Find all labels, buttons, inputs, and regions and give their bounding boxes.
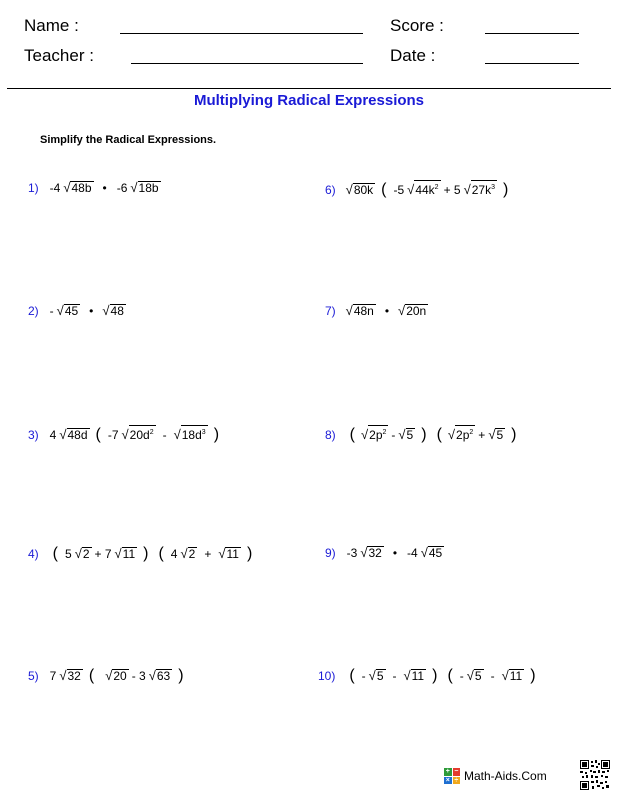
operator: + 7 [94, 547, 112, 561]
radicand: 5 [406, 428, 414, 442]
problem-5 [28, 667, 189, 685]
radicand [414, 180, 440, 197]
logo-tile-minus: − [454, 768, 459, 775]
left-paren: ( [447, 667, 453, 684]
coefficient: -4 [407, 546, 418, 560]
radicand: 20 [113, 669, 127, 683]
radical-sign-icon: √ [218, 546, 226, 561]
radical-sign-icon: √ [180, 546, 188, 561]
radicand: 11 [411, 669, 425, 683]
radical-sign-icon: √ [360, 545, 368, 560]
radical [488, 427, 505, 442]
problem-4 [28, 545, 257, 563]
operator: - [391, 428, 396, 442]
right-paren: ) [143, 545, 149, 562]
radical-sign-icon: √ [345, 303, 353, 318]
radicand-base: 18d [181, 428, 202, 442]
right-paren: ) [213, 426, 220, 443]
radicand: 32 [67, 669, 81, 683]
logo-tile-divide: ÷ [454, 776, 459, 784]
radicand: 5 [474, 669, 482, 683]
radical [407, 180, 440, 197]
radical [346, 303, 376, 318]
radical [467, 668, 484, 683]
radicand: 80k [353, 183, 374, 197]
radicand-base: 44k [415, 183, 435, 197]
radical [102, 303, 126, 318]
radical-sign-icon: √ [345, 182, 353, 197]
radical-sign-icon: √ [420, 545, 428, 560]
instructions: Simplify the Radical Expressions. [40, 134, 217, 146]
radicand-base: 2p [369, 428, 383, 442]
operator: + [478, 428, 486, 442]
radical [218, 546, 241, 561]
radical [361, 425, 388, 442]
logo-tile-plus: + [445, 768, 450, 775]
sign: - [361, 669, 366, 683]
date-label: Date : [390, 46, 436, 65]
radical [398, 303, 428, 318]
radical [59, 427, 89, 442]
radical-sign-icon: √ [407, 182, 415, 197]
coefficient: -4 [49, 181, 61, 195]
score-label: Score : [390, 16, 444, 35]
multiply-dot: • [392, 546, 398, 560]
coefficient: -7 [107, 428, 119, 442]
radical-sign-icon: √ [361, 427, 369, 442]
exponent: 2 [149, 429, 154, 436]
radicand: 2 [188, 547, 196, 561]
radicand: 48n [353, 304, 374, 318]
problem-number: 1) [28, 181, 39, 195]
operator: + [204, 547, 212, 561]
right-paren: ) [178, 667, 184, 684]
exponent: 3 [201, 429, 206, 436]
radical-sign-icon: √ [488, 427, 496, 442]
left-paren: ( [158, 545, 164, 562]
right-paren: ) [432, 667, 438, 684]
radical [105, 668, 129, 683]
operator: - [162, 428, 167, 442]
radicand: 18b [138, 181, 159, 195]
coefficient: 7 [49, 669, 57, 683]
radical [59, 668, 83, 683]
problem-9 [325, 545, 445, 560]
radical-sign-icon: √ [56, 303, 64, 318]
left-paren: ( [381, 181, 387, 198]
problem-8 [325, 425, 521, 444]
radical-sign-icon: √ [447, 427, 456, 442]
radicand: 5 [376, 669, 384, 683]
radicand: 48 [110, 304, 124, 318]
math-aids-logo-icon [444, 768, 460, 784]
radical [174, 425, 208, 442]
radical [63, 180, 93, 195]
exponent: 2 [434, 184, 439, 191]
problem-number: 5) [28, 669, 39, 683]
radicand: 63 [156, 669, 171, 683]
operator: - [490, 669, 495, 683]
score-line [485, 33, 579, 34]
coefficient: - [49, 304, 54, 318]
date-line [485, 63, 579, 64]
radical [369, 668, 386, 683]
problem-number: 8) [325, 428, 336, 442]
radical-sign-icon: √ [173, 427, 181, 442]
radicand-base: 2p [456, 428, 470, 442]
name-label: Name : [24, 16, 79, 35]
left-paren: ( [95, 426, 101, 443]
radicand [368, 425, 388, 442]
problem-number: 4) [28, 547, 39, 561]
right-paren: ) [503, 181, 509, 198]
radical-sign-icon: √ [59, 668, 67, 683]
radical [122, 425, 156, 442]
problem-7 [325, 303, 429, 318]
radical [180, 546, 197, 561]
left-paren: ( [88, 667, 95, 684]
coefficient: 4 [170, 547, 178, 561]
left-paren: ( [436, 426, 442, 443]
radical [448, 425, 475, 442]
radical [464, 180, 497, 197]
radical-sign-icon: √ [398, 303, 406, 318]
radicand: 11 [226, 547, 239, 561]
radical-sign-icon: √ [403, 668, 411, 683]
radical-sign-icon: √ [368, 668, 376, 683]
radicand: 20n [406, 304, 427, 318]
problem-number: 6) [325, 183, 336, 197]
radical-sign-icon: √ [105, 668, 113, 683]
right-paren: ) [530, 667, 536, 684]
radical [57, 303, 81, 318]
problem-number: 2) [28, 304, 39, 318]
exponent: 2 [469, 429, 474, 436]
radical-sign-icon: √ [63, 180, 71, 195]
right-paren: ) [511, 426, 517, 443]
coefficient: -3 [346, 546, 358, 560]
radicand [129, 425, 156, 442]
site-name: Math-Aids.Com [464, 769, 547, 783]
problem-number: 10) [318, 669, 336, 683]
coefficient: -6 [116, 181, 128, 195]
right-paren: ) [246, 545, 253, 562]
radical [149, 668, 173, 683]
radical [360, 545, 384, 560]
problem-1 [28, 180, 162, 195]
radical [404, 668, 427, 683]
problem-10 [318, 667, 541, 685]
coefficient: 4 [49, 428, 57, 442]
radical [421, 545, 445, 560]
radicand: 5 [496, 428, 504, 442]
exponent: 2 [382, 429, 387, 436]
coefficient: 5 [65, 547, 72, 561]
left-paren: ( [349, 426, 355, 443]
radicand: 11 [509, 669, 523, 683]
right-paren: ) [421, 426, 427, 443]
radical-sign-icon: √ [148, 668, 156, 683]
radical-sign-icon: √ [130, 180, 138, 195]
sign: - [459, 669, 464, 683]
multiply-dot: • [384, 304, 390, 318]
radicand [181, 425, 208, 442]
radical-sign-icon: √ [59, 427, 67, 442]
operator: - 3 [131, 669, 146, 683]
problem-number: 7) [325, 304, 336, 318]
multiply-dot: • [102, 181, 107, 195]
radicand: 48d [67, 428, 88, 442]
radical-sign-icon: √ [398, 427, 406, 442]
left-paren: ( [349, 667, 355, 684]
problem-3 [28, 425, 224, 444]
problem-number: 3) [28, 428, 39, 442]
radical-sign-icon: √ [121, 427, 129, 442]
name-line [120, 33, 363, 34]
radicand: 2 [82, 547, 90, 561]
logo-tile-times: × [445, 776, 450, 784]
header-divider [7, 88, 611, 89]
coefficient: -5 [393, 183, 405, 197]
radical-sign-icon: √ [114, 546, 122, 561]
radicand: 48b [71, 181, 92, 195]
radicand: 45 [64, 304, 79, 318]
radical [75, 546, 92, 561]
problem-2 [28, 303, 127, 318]
radical [398, 427, 415, 442]
radical [115, 546, 138, 561]
teacher-line [131, 63, 363, 64]
radical [502, 668, 525, 683]
radical-sign-icon: √ [501, 668, 509, 683]
radicand: 32 [368, 546, 382, 560]
radicand-base: 20d [129, 428, 150, 442]
operator: + 5 [443, 183, 461, 197]
worksheet-title: Multiplying Radical Expressions [193, 92, 425, 109]
radicand [455, 425, 475, 442]
radical-sign-icon: √ [102, 303, 110, 318]
radicand: 45 [428, 546, 443, 560]
problem-6 [325, 180, 513, 199]
radical [130, 180, 160, 195]
radical-sign-icon: √ [466, 668, 474, 683]
radicand [471, 180, 497, 197]
radical-sign-icon: √ [463, 182, 471, 197]
problem-number: 9) [325, 546, 336, 560]
multiply-dot: • [89, 304, 94, 318]
qr-code-icon [580, 760, 610, 790]
radical-sign-icon: √ [74, 546, 82, 561]
radicand: 11 [122, 547, 136, 561]
left-paren: ( [52, 545, 58, 562]
exponent: 3 [491, 184, 495, 191]
operator: - [392, 669, 397, 683]
teacher-label: Teacher : [24, 46, 94, 65]
radical [346, 182, 376, 197]
radicand-base: 27k [471, 183, 492, 197]
